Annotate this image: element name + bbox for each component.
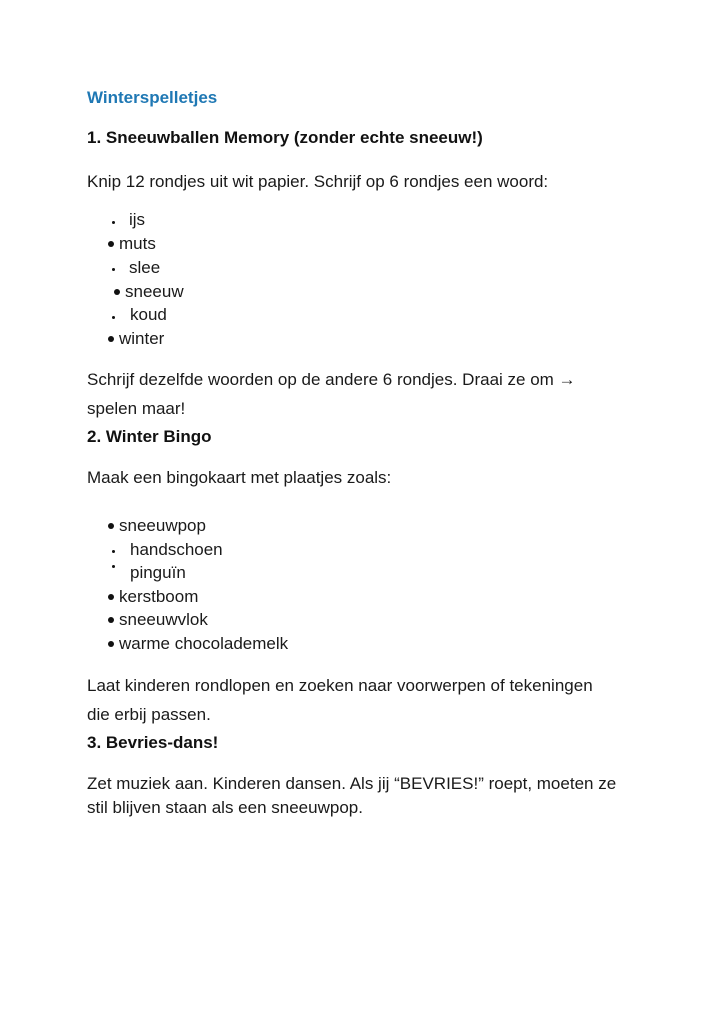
bullet-icon xyxy=(112,268,115,271)
section-2-outro-line-1: Laat kinderen rondlopen en zoeken naar voorwerpen of tekeningen xyxy=(87,676,593,695)
bullet-icon xyxy=(108,641,114,647)
list-item xyxy=(108,634,288,654)
bullet-icon xyxy=(114,289,120,295)
list-item-text: sneeuw xyxy=(125,282,184,301)
bullet-icon xyxy=(108,523,114,529)
list-item xyxy=(108,587,198,607)
section-2-heading: 2. Winter Bingo xyxy=(87,427,212,446)
list-item xyxy=(114,282,184,302)
document-title: Winterspelletjes xyxy=(87,88,218,107)
bullet-icon xyxy=(112,316,115,319)
list-item-text: winter xyxy=(119,329,165,348)
bullet-icon xyxy=(112,550,115,553)
section-1-intro: Knip 12 rondjes uit wit papier. Schrijf op 6 rondjes een woord: xyxy=(87,172,549,191)
list-item: pinguïn xyxy=(130,563,186,582)
list-item xyxy=(108,610,208,630)
section-3-text-line-1: Zet muziek aan. Kinderen dansen. Als jij “BEVRIES!” roept, moeten ze xyxy=(87,774,617,793)
section-1-outro-line-2: spelen maar! xyxy=(87,399,186,418)
bullet-icon xyxy=(112,565,115,568)
list-item: handschoen xyxy=(130,540,223,559)
list-item: slee xyxy=(129,258,161,277)
list-item-text: sneeuwpop xyxy=(119,516,206,535)
list-item-text: sneeuwvlok xyxy=(119,610,208,629)
section-3-heading: 3. Bevries-dans! xyxy=(87,733,219,752)
bullet-icon xyxy=(108,617,114,623)
list-item-text: muts xyxy=(119,234,156,253)
list-item-text: kerstboom xyxy=(119,587,199,606)
list-item xyxy=(108,516,206,536)
section-1-outro-line-1: Schrijf dezelfde woorden op de andere 6 rondjes. Draai ze om → xyxy=(87,370,576,389)
section-3-text-line-2: stil blijven staan als een sneeuwpop. xyxy=(87,798,363,817)
list-item xyxy=(108,234,156,254)
section-2-intro: Maak een bingokaart met plaatjes zoals: xyxy=(87,468,392,487)
section-2-outro-line-2: die erbij passen. xyxy=(87,705,211,724)
list-item: koud xyxy=(130,305,167,324)
bullet-icon xyxy=(112,221,115,224)
bullet-icon xyxy=(108,594,114,600)
list-item-text: warme chocolademelk xyxy=(119,634,289,653)
list-item xyxy=(108,329,164,349)
bullet-icon xyxy=(108,241,114,247)
list-item: ijs xyxy=(129,210,146,229)
bullet-icon xyxy=(108,336,114,342)
section-1-heading: 1. Sneeuwballen Memory (zonder echte sneeuw!) xyxy=(87,128,483,147)
